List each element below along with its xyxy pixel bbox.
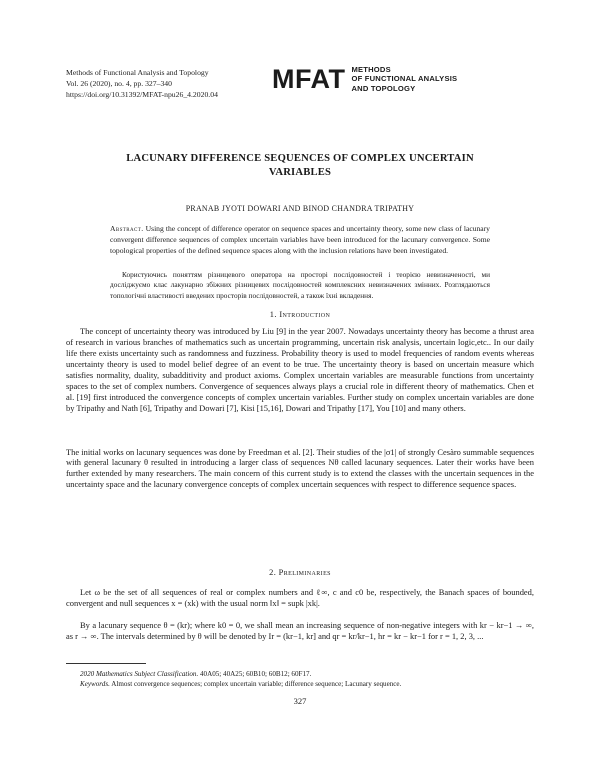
title-line2: VARIABLES — [268, 167, 332, 178]
section-heading-introduction: 1. Introduction — [269, 310, 331, 319]
abstract — [110, 224, 490, 256]
msc-label: 2020 Mathematics Subject Classification. — [80, 670, 199, 678]
title-line1: LACUNARY DIFFERENCE SEQUENCES OF COMPLEX UNCERTAIN — [126, 153, 474, 164]
abstract-text: Using the concept of difference operator on sequence spaces and uncertainty theory, some new class of lacunary convergent difference sequences of complex uncertain variables have been introduced for the lacunary convergence. Some topological properties of the defined sequence spaces along with the inclusion relations have been investigated. — [110, 224, 490, 255]
journal-info — [66, 67, 218, 100]
journal-volume: Vol. 26 (2020), no. 4, pp. 327–340 — [66, 79, 172, 88]
footnote-keywords — [66, 679, 534, 689]
logo-text — [351, 65, 457, 94]
keywords-label: Keywords. — [80, 680, 110, 688]
mfat-logo — [272, 62, 457, 96]
paper-authors: PRANAB JYOTI DOWARI AND BINOD CHANDRA TRIPATHY — [185, 204, 415, 213]
logo-text-line1: METHODS — [351, 64, 391, 74]
preliminaries-paragraph-2: By a lacunary sequence θ = (kr); where k0 = 0, we shall mean an increasing sequence of non-negative integers with kr − kr−1 → ∞, as r → ∞. The intervals determined by θ will be denoted by Ir = (kr−1, kr] and qr = kr/kr−1, hr = kr − kr−1 for r = 1, 2, 3, ... — [66, 620, 534, 641]
intro-paragraph-2: The initial works on lacunary sequences was done by Freedman et al. [2]. Their studies of the |σ1| of strongly Cesàro summable sequences with general lacunary θ resulted in introducing a larger class of sequences Nθ called lacunary sequences. Later their works have been further extended by many researchers. The main concern of this current study is to extend the classes with the uncertain sequences in the uncertainty space and the lacunary convergence concepts of complex uncertain sequences with respect to difference sequence spaces. — [66, 446, 534, 490]
journal-doi-link[interactable]: https://doi.org/10.31392/MFAT-npu26_4.2020.04 — [66, 90, 218, 99]
journal-name: Methods of Functional Analysis and Topology — [66, 68, 209, 77]
intro-paragraph-1: The concept of uncertainty theory was introduced by Liu [9] in the year 2007. Nowadays uncertainty theory has become a thrust area of research in various branches of mathematics such as uncertain programming, uncertain risk analysis, uncertain logic,etc.. In our daily life there exists uncertainty such as randomness and fuzziness. Probability theory is used to model frequencies of random events whereas uncertainty theory is used to model belief degree of an event to be true. The uncertainty theory is based on uncertain measure which satisfies normality, duality, subadditivity and product axioms. Complex uncertain variables are measurable functions from uncertainty spaces to the set of complex numbers. Convergence of sequences always plays a crucial role in different theory of mathematics. Chen et al. [19] first introduced the convergence concepts of complex uncertain variables. Further study on complex uncertain variables are done by Tripathy and Nath [6], Tripathy and Dowari [7], Kisi [15,16], Dowari and Tripathy [17], You [10] and many others. — [66, 326, 534, 413]
section-heading-preliminaries: 2. Preliminaries — [269, 568, 331, 577]
footnotes — [66, 669, 534, 689]
logo-mark: MFAT — [272, 64, 346, 94]
footnote-divider — [66, 663, 146, 664]
abstract-heading: Abstract. — [110, 224, 144, 233]
page-number: 327 — [293, 696, 307, 706]
msc-text: 40A05; 40A25; 60B10; 60B12; 60F17. — [200, 670, 312, 678]
paper-title — [66, 152, 534, 180]
abstract-ukrainian: Користуючись поняттям різницевого оператора на просторі послідовностей і теорією невизначеності, ми досліджуємо клас лакунарно збіжних різницевих послідовностей комплексних невизначених змінних. Розглядаються топологічні властивості введених просторів послідовностей, а також їхні вкладення. — [110, 270, 490, 300]
footnote-msc — [66, 669, 534, 679]
keywords-text: Almost convergence sequences; complex uncertain variable; difference sequence; Lacunary sequence. — [111, 680, 402, 688]
preliminaries-paragraph-1: Let ω be the set of all sequences of real or complex numbers and ℓ∞, c and c0 be, respectively, the Banach spaces of bounded, convergent and null sequences x = (xk) with the usual norm ‖x‖ = supk |xk|. — [66, 587, 534, 608]
logo-text-line2: OF FUNCTIONAL ANALYSIS — [351, 74, 458, 84]
logo-text-line3: AND TOPOLOGY — [351, 83, 416, 93]
